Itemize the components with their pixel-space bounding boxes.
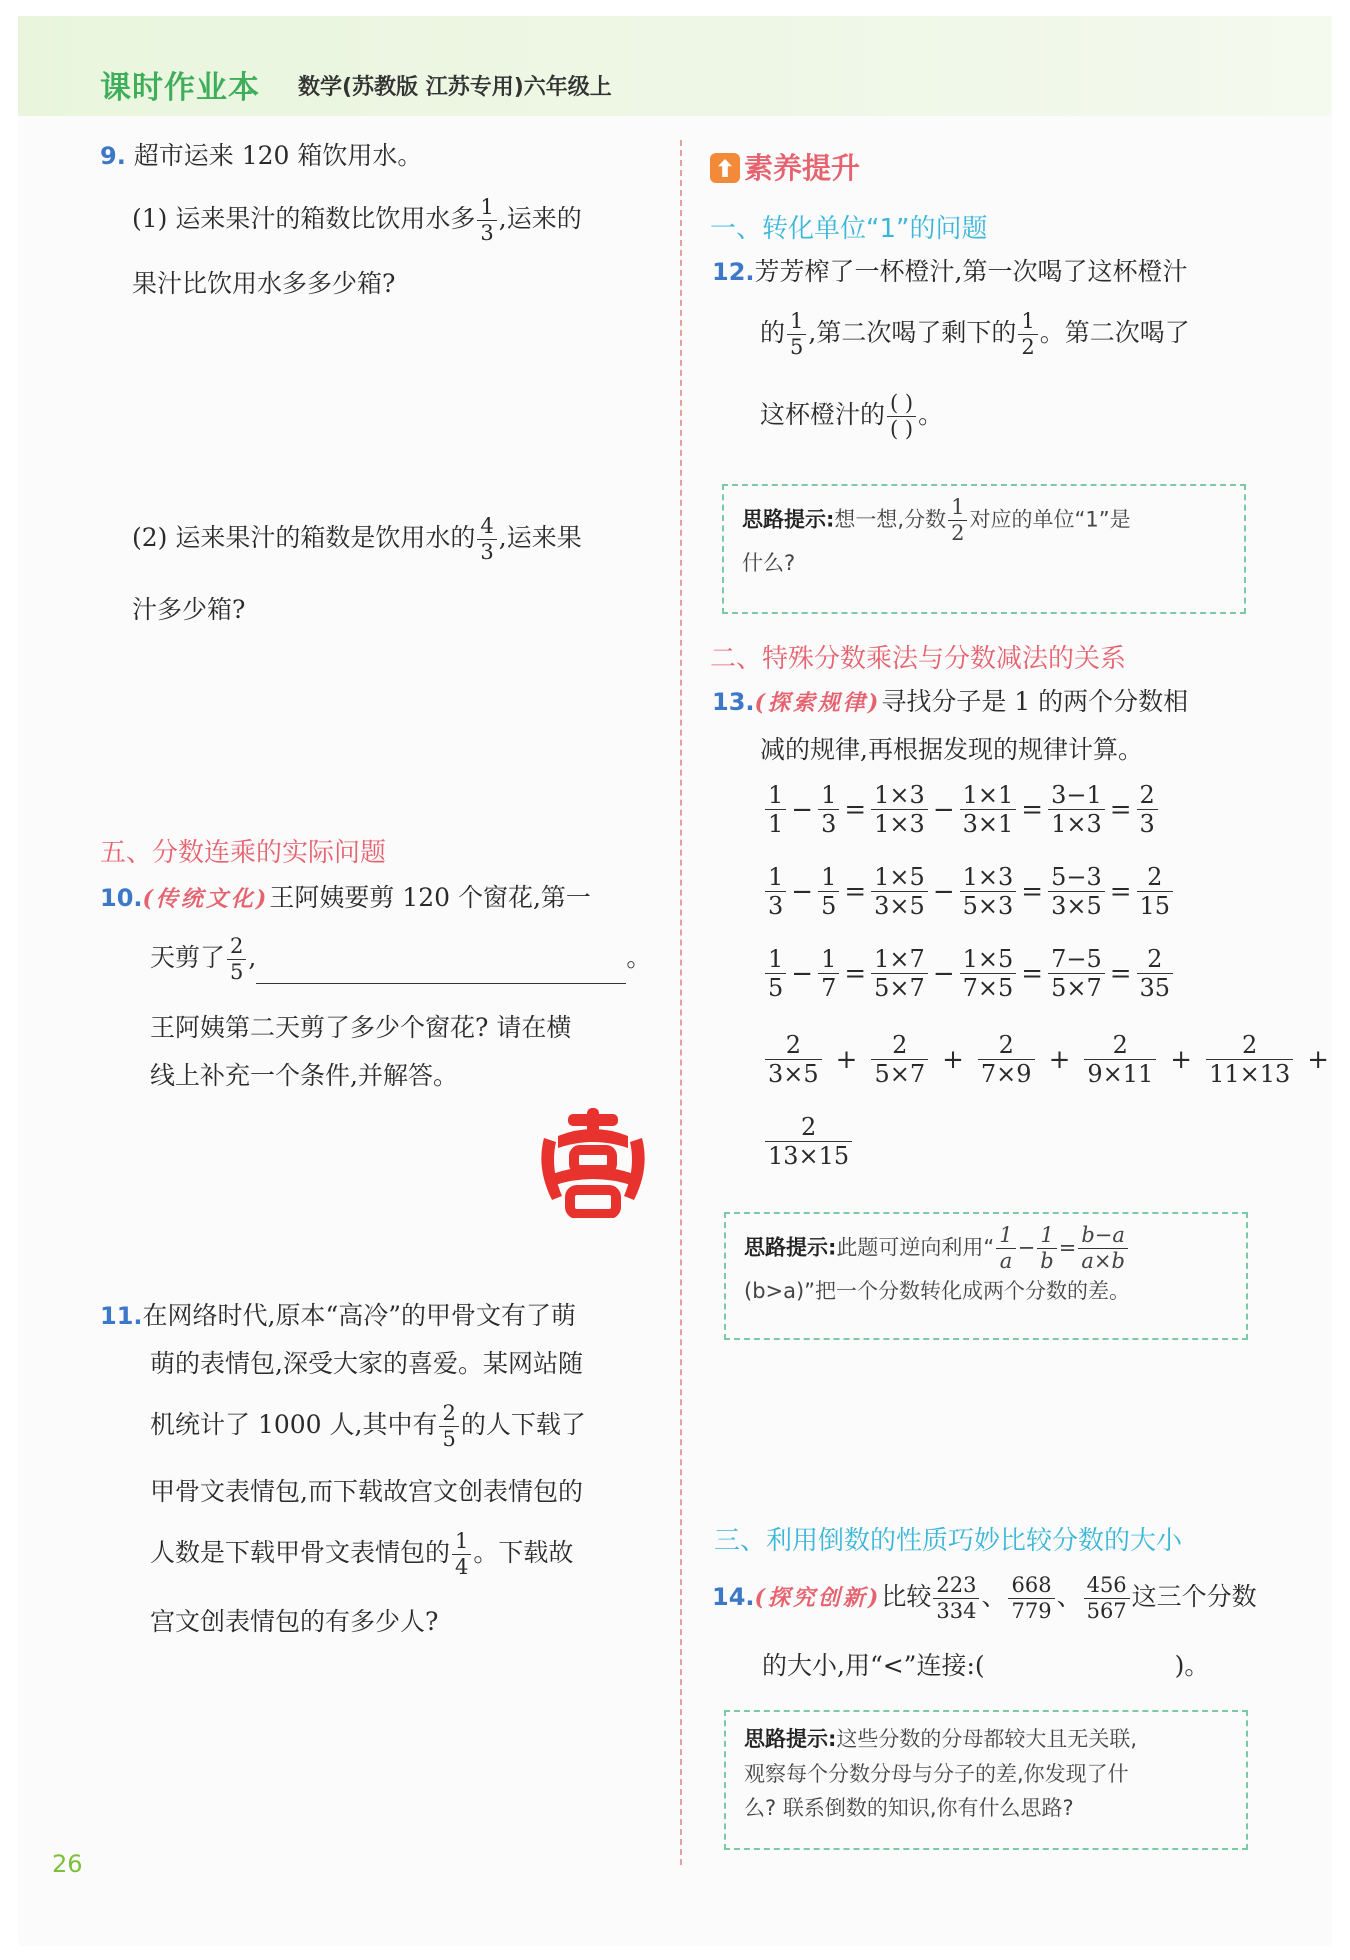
q9-p2-post: ,运来果: [498, 523, 582, 553]
q11-line3: [150, 1402, 586, 1451]
q12-line3-post: 。: [918, 400, 944, 430]
q13-line1: [712, 686, 1188, 719]
minus-sign: −: [932, 794, 955, 825]
equals-sign: =: [1109, 794, 1132, 825]
hint-line3: 么? 联系倒数的知识,你有什么思路?: [744, 1796, 1074, 1821]
fraction: $\frac{1}{3}$: [765, 864, 786, 920]
fraction: $\frac{223}{334}$: [933, 1574, 979, 1623]
fraction: $\frac{1}{a}$: [996, 1224, 1015, 1273]
fraction: $\frac{1\times 3}{1\times 3}$: [871, 782, 928, 838]
equals-sign: =: [1109, 958, 1132, 989]
equals-sign: =: [1021, 876, 1044, 907]
qualities-title-text: 素养提升: [744, 151, 861, 185]
fraction: $\frac{7-5}{5\times 7}$: [1048, 946, 1105, 1002]
q13-hint-box: [724, 1212, 1248, 1340]
q10-line2-pre: 天剪了: [150, 943, 226, 973]
fraction: $\frac{1\times 5}{7\times 5}$: [960, 946, 1017, 1002]
fraction: $\frac{2}{13\times 15}$: [765, 1114, 852, 1170]
question-number: 14.: [712, 1583, 755, 1612]
minus-sign: −: [932, 876, 955, 907]
qualities-title: [710, 146, 860, 187]
section5-title: 五、分数连乘的实际问题: [100, 838, 387, 868]
separator: 、: [1056, 1582, 1082, 1612]
fraction: $\frac{b-a}{a\times b}$: [1078, 1224, 1128, 1273]
fraction: $\frac{1}{7}$: [818, 946, 839, 1002]
q9-part2-line2: 汁多少箱?: [132, 595, 246, 624]
q11-line2: 萌的表情包,深受大家的喜爱。某网站随: [150, 1349, 583, 1378]
equals-sign: =: [1058, 1235, 1077, 1260]
q11-line3-pre: 机统计了 1000 人,其中有: [150, 1410, 438, 1440]
book-info: 数学(苏教版 江苏专用)六年级上: [298, 75, 612, 100]
question-number: 10.: [100, 884, 143, 912]
q13-line1-text: 寻找分子是 1 的两个分数相: [881, 687, 1189, 716]
section3-title: 三、利用倒数的性质巧妙比较分数的大小: [714, 1526, 1183, 1556]
plus-sign: +: [942, 1044, 964, 1075]
plus-sign: +: [1170, 1044, 1193, 1075]
hint-line2: (b>a)”把一个分数转化成两个分数的差。: [744, 1279, 1131, 1304]
fill-in-blank-line[interactable]: [256, 961, 626, 984]
fraction: $\frac{2}{11\times 13}$: [1206, 1032, 1293, 1088]
section2-title: 二、特殊分数乘法与分数减法的关系: [710, 644, 1127, 674]
hint-line1-text: 这些分数的分母都较大且无关联,: [836, 1727, 1138, 1751]
q9-stem-text: 超市运来 120 箱饮用水。: [133, 141, 423, 170]
tag-explore-innovation: (探究创新): [754, 1585, 882, 1612]
q10-line1: [100, 882, 591, 915]
q14-hint-box: [724, 1710, 1248, 1850]
fraction: $\frac{2}{7\times 9}$: [978, 1032, 1035, 1088]
q12-hint-box: [722, 484, 1246, 614]
hint-label: 思路提示:: [744, 1235, 837, 1260]
fraction: $\frac{2}{3}$: [1137, 782, 1158, 838]
fraction: $\frac{2}{15}$: [1137, 864, 1174, 920]
equals-sign: =: [1021, 958, 1044, 989]
sum-expression: [763, 1032, 1341, 1088]
q10-line3: 王阿姨第二天剪了多少个窗花? 请在横: [150, 1013, 572, 1042]
minus-sign: −: [791, 794, 814, 825]
fraction: $\frac{4}{3}$: [477, 515, 496, 564]
equation-row-1: [763, 782, 1160, 838]
fraction: $\frac{1\times 3}{5\times 3}$: [960, 864, 1017, 920]
q11-line5-post: 。下载故: [473, 1538, 574, 1568]
q9-part1-line2: 果汁比饮用水多多少箱?: [132, 269, 396, 298]
q12-line1-text: 芳芳榨了一杯橙汁,第一次喝了这杯橙汁: [754, 257, 1188, 286]
minus-sign: −: [791, 958, 814, 989]
q12-line3-pre: 这杯橙汁的: [760, 400, 886, 430]
q9-stem: [100, 140, 422, 173]
fraction: $\frac{1}{3}$: [818, 782, 839, 838]
fraction: $\frac{1\times 5}{3\times 5}$: [871, 864, 928, 920]
question-number: 11.: [100, 1302, 143, 1330]
q11-line1: [100, 1300, 576, 1333]
xi-seal-icon: [538, 1108, 648, 1218]
fraction: $\frac{1}{4}$: [452, 1530, 471, 1579]
fraction: $\frac{1}{5}$: [818, 864, 839, 920]
q10-line2: [150, 935, 651, 984]
plus-sign: +: [1048, 1044, 1071, 1075]
fraction: $\frac{2}{5\times 7}$: [871, 1032, 928, 1088]
q14-post: 这三个分数: [1131, 1582, 1257, 1612]
fraction: $\frac{3-1}{1\times 3}$: [1048, 782, 1105, 838]
fraction: $\frac{2}{3\times 5}$: [765, 1032, 822, 1088]
arrow-up-icon: [710, 153, 740, 183]
q13-line2: 减的规律,再根据发现的规律计算。: [760, 735, 1143, 764]
question-number: 9.: [100, 142, 126, 170]
fraction: $\frac{1}{b}$: [1037, 1224, 1056, 1273]
q12-line2-post: 。第二次喝了: [1039, 318, 1190, 348]
fraction: $\frac{2}{5}$: [227, 935, 246, 984]
q9-p1-pre: (1) 运来果汁的箱数比饮用水多: [132, 204, 476, 234]
fraction: $\frac{1}{1}$: [765, 782, 786, 838]
q10-line2-mid: ,: [248, 943, 257, 973]
fraction: $\frac{1}{3}$: [477, 196, 496, 245]
sum-expression-last-term: [763, 1114, 854, 1170]
hint-line2: 观察每个分数分母与分子的差,你发现了什: [744, 1761, 1129, 1786]
fraction: $\frac{456}{567}$: [1084, 1574, 1130, 1623]
q12-line1: [712, 256, 1187, 289]
q12-line3: [760, 392, 943, 441]
minus-sign: −: [932, 958, 955, 989]
q9-p1-post: ,运来的: [498, 204, 582, 234]
q12-line2: [760, 310, 1190, 359]
question-number: 13.: [712, 688, 755, 716]
section1-title: 一、转化单位“1”的问题: [710, 214, 988, 244]
q14-line1: [712, 1574, 1257, 1623]
q14-line2: [762, 1650, 1209, 1683]
minus-sign: −: [791, 876, 814, 907]
hint-line2: 什么?: [742, 551, 796, 576]
fraction: $\frac{1}{2}$: [948, 496, 967, 545]
fraction: $\frac{1}{5}$: [787, 310, 806, 359]
q11-line5: [150, 1530, 573, 1579]
fraction: $\frac{668}{779}$: [1008, 1574, 1054, 1623]
equation-row-3: [763, 946, 1175, 1002]
fraction: $\frac{1\times 1}{3\times 1}$: [960, 782, 1017, 838]
hint-label: 思路提示:: [742, 507, 835, 532]
brand-title: 课时作业本: [100, 70, 260, 106]
fraction: $\frac{1}{5}$: [765, 946, 786, 1002]
q11-line5-pre: 人数是下载甲骨文表情包的: [150, 1538, 451, 1568]
minus-sign: −: [1017, 1235, 1036, 1260]
q11-line1-text: 在网络时代,原本“高冷”的甲骨文有了萌: [142, 1301, 577, 1330]
column-divider: [680, 140, 682, 1865]
fraction: $\frac{1\times 7}{5\times 7}$: [871, 946, 928, 1002]
q10-line1-text: 王阿姨要剪 120 个窗花,第一: [269, 883, 591, 912]
q11-line3-post: 的人下载了: [460, 1410, 586, 1440]
question-number: 12.: [712, 258, 755, 286]
tag-traditional-culture: (传统文化): [142, 886, 270, 912]
q11-line6: 宫文创表情包的有多少人?: [150, 1607, 439, 1636]
fraction: $\frac{2}{9\times 11}$: [1084, 1032, 1156, 1088]
page-number: 26: [52, 1850, 83, 1878]
fraction: $\frac{1}{2}$: [1018, 310, 1037, 359]
equals-sign: =: [844, 794, 867, 825]
equals-sign: =: [844, 958, 867, 989]
hint-pre: 想一想,分数: [834, 507, 947, 532]
hint-line1: [744, 1722, 1228, 1757]
q10-line2-end: 。: [626, 943, 652, 973]
answer-fraction-blank[interactable]: $\frac{( )}{( )}$: [887, 392, 916, 441]
tag-explore-pattern: (探索规律): [754, 690, 882, 716]
equation-row-2: [763, 864, 1175, 920]
q9-part1-line1: [132, 196, 582, 245]
fraction: $\frac{2}{35}$: [1137, 946, 1174, 1002]
equals-sign: =: [1021, 794, 1044, 825]
equals-sign: =: [1109, 876, 1132, 907]
q14-line2-pre: 的大小,用“<”连接:(: [762, 1651, 985, 1680]
fraction: $\frac{5-3}{3\times 5}$: [1048, 864, 1105, 920]
q14-pre: 比较: [881, 1582, 932, 1612]
fraction: $\frac{2}{5}$: [439, 1402, 458, 1451]
q12-line2-mid: ,第二次喝了剩下的: [808, 318, 1017, 348]
q14-line2-post: )。: [1174, 1651, 1210, 1680]
hint-post: 对应的单位“1”是: [969, 507, 1131, 532]
plus-sign: +: [835, 1044, 858, 1075]
q10-line4: 线上补充一个条件,并解答。: [150, 1061, 458, 1090]
q11-line4: 甲骨文表情包,而下载故宫文创表情包的: [150, 1477, 583, 1506]
separator: 、: [981, 1582, 1007, 1612]
hint-line1: [744, 1224, 1228, 1273]
hint-pre: 此题可逆向利用“: [836, 1235, 995, 1260]
equals-sign: =: [844, 876, 867, 907]
q12-line2-pre: 的: [760, 318, 786, 348]
hint-line1: [742, 496, 1226, 545]
hint-label: 思路提示:: [744, 1727, 837, 1751]
q9-p2-pre: (2) 运来果汁的箱数是饮用水的: [132, 523, 476, 553]
plus-sign: +: [1307, 1044, 1330, 1075]
q9-part2-line1: [132, 515, 582, 564]
